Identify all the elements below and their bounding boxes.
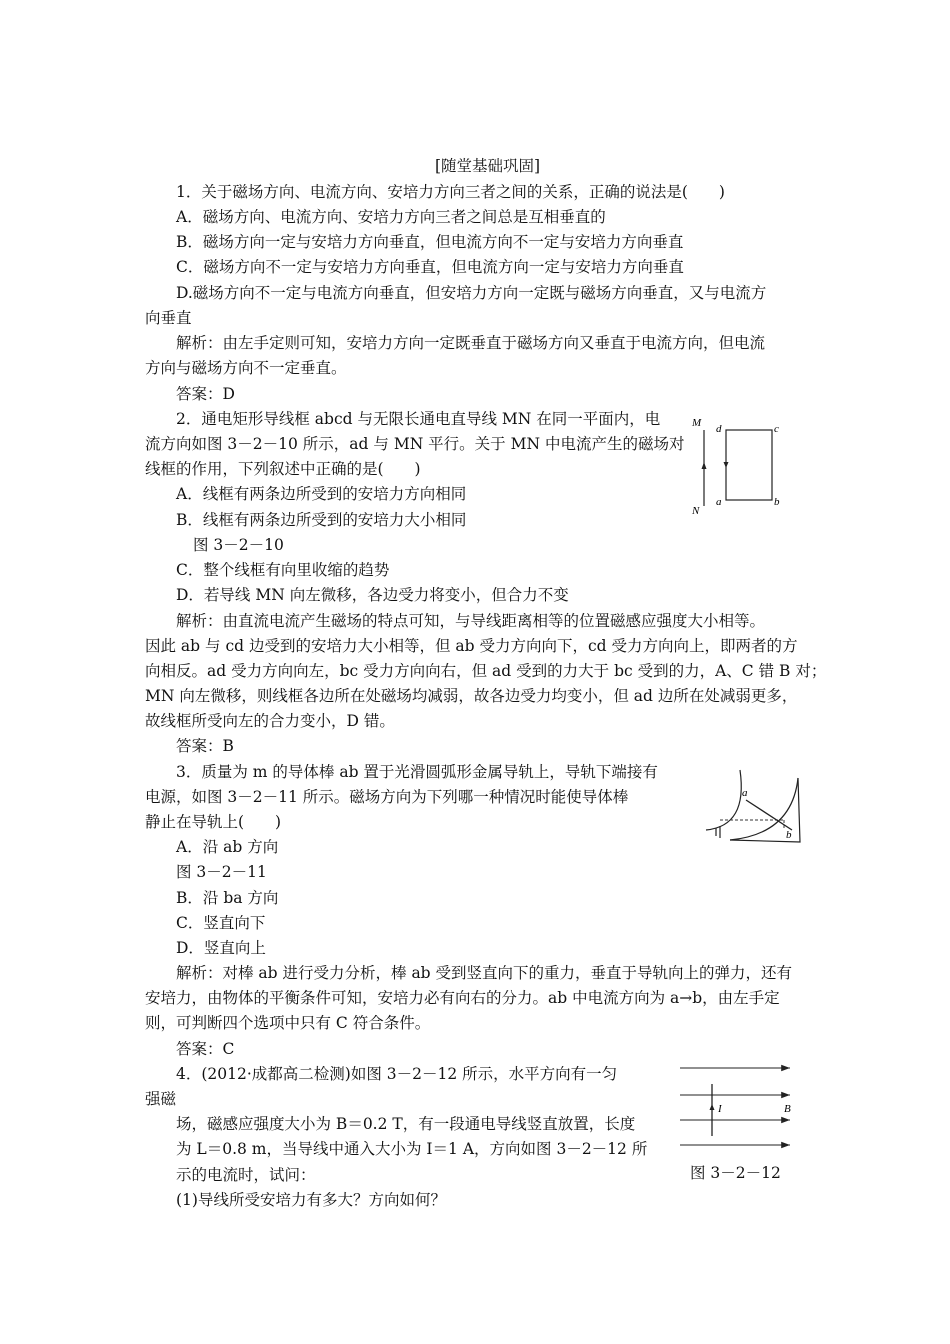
q1-solution-line2: 方向与磁场方向不一定垂直。 [145,359,347,377]
q3-option-a: A．沿 ab 方向 [176,838,279,856]
q4-stem-line2: 强磁 [145,1090,177,1108]
fig2-label-n: N [692,505,700,517]
q2-solution-line1: 解析：由直流电流产生磁场的特点可知，与导线距离相等的位置磁感应强度大小相等。 [176,612,766,630]
q3-solution-line1: 解析：对棒 ab 进行受力分析，棒 ab 受到竖直向下的重力，垂直于导轨向上的弹力，还有 [176,964,793,982]
q2-solution-line3: 向相反。ad 受力方向向左，bc 受力方向向右，但 ad 受到的力大于 bc 受到的力，A、C 错 B 对； [145,662,827,680]
q3-option-d: D．竖直向上 [176,939,266,957]
q4-stem-line1: 4．(2012·成都高二检测)如图 3－2－12 所示，水平方向有一匀 [176,1065,618,1083]
q3-solution-line2: 安培力，由物体的平衡条件可知，安培力必有向右的分力。ab 中电流方向为 a→b，由左手定 [145,989,780,1007]
q3-stem-line1: 3．质量为 m 的导体棒 ab 置于光滑圆弧形金属导轨上，导轨下端接有 [176,763,658,781]
q1-option-a: A．磁场方向、电流方向、安培力方向三者之间总是互相垂直的 [176,208,606,226]
q2-solution-line2: 因此 ab 与 cd 边受到的安培力大小相等，但 ab 受力方向向下，cd 受力方向向上，即两者的方 [145,637,798,655]
q4-stem-line3: 场，磁感应强度大小为 B＝0.2 T，有一段通电导线竖直放置，长度 [176,1115,636,1133]
q3-solution-line3: 则，可判断四个选项中只有 C 符合条件。 [145,1014,431,1032]
q3-stem-line2: 电源，如图 3－2－11 所示。磁场方向为下列哪一种情况时能使导体棒 [145,788,629,806]
q1-option-d-line2: 向垂直 [145,309,192,327]
q2-answer: 答案：B [176,737,234,755]
q1-solution-line1: 解析：由左手定则可知，安培力方向一定既垂直于磁场方向又垂直于电流方向，但电流 [176,334,766,352]
q1-stem: 1．关于磁场方向、电流方向、安培力方向三者之间的关系，正确的说法是( ) [176,183,725,201]
q2-option-b: B．线框有两条边所受到的安培力大小相同 [176,511,467,529]
q1-option-d-line1: D.磁场方向不一定与电流方向垂直，但安培力方向一定既与磁场方向垂直，又与电流方 [176,284,767,302]
q3-option-c: C．竖直向下 [176,914,266,932]
figure-3-2-11 [700,766,810,846]
fig2-label-d: d [716,423,722,435]
fig2-label-a: a [716,496,722,508]
fig2-label-c: c [774,423,779,435]
q4-figure-caption: 图 3－2－12 [690,1164,781,1182]
q4-stem-line5: 示的电流时，试问： [176,1166,316,1184]
q2-option-c: C．整个线框有向里收缩的趋势 [176,561,390,579]
q4-stem-line4: 为 L＝0.8 m，当导线中通入大小为 I＝1 A，方向如图 3－2－12 所 [176,1140,648,1158]
q2-stem-line3: 线框的作用，下列叙述中正确的是( ) [145,460,421,478]
q2-figure-caption: 图 3－2－10 [193,536,284,554]
figure-3-2-12 [678,1062,798,1154]
q2-stem-line1: 2．通电矩形导线框 abcd 与无限长通电直导线 MN 在同一平面内，电 [176,410,661,428]
q2-solution-line5: 故线框所受向左的合力变小，D 错。 [145,712,395,730]
q3-answer: 答案：C [176,1040,235,1058]
q1-option-b: B．磁场方向一定与安培力方向垂直，但电流方向不一定与安培力方向垂直 [176,233,684,251]
fig2-label-b: b [774,496,780,508]
figure-3-2-10 [688,410,798,520]
q1-option-c: C．磁场方向不一定与安培力方向垂直，但电流方向一定与安培力方向垂直 [176,258,684,276]
fig4-label-b: B [784,1103,791,1115]
q3-figure-caption: 图 3－2－11 [176,863,267,881]
q3-option-b: B．沿 ba 方向 [176,889,279,907]
fig4-label-i: I [718,1103,722,1115]
q1-answer: 答案：D [176,385,235,403]
fig2-label-m: M [692,417,702,429]
section-title: [随堂基础巩固] [435,157,541,175]
fig3-label-b: b [786,829,792,841]
fig3-label-a: a [742,787,748,799]
q2-option-a: A．线框有两条边所受到的安培力方向相同 [176,485,467,503]
q2-solution-line4: MN 向左微移，则线框各边所在处磁场均减弱，故各边受力均变小，但 ad 边所在处减弱更多， [145,687,798,705]
q2-stem-line2: 流方向如图 3－2－10 所示，ad 与 MN 平行。关于 MN 中电流产生的磁场对 [145,435,685,453]
q2-option-d: D．若导线 MN 向左微移，各边受力将变小，但合力不变 [176,586,569,604]
q4-subquestion-1: (1)导线所受安培力有多大？方向如何？ [176,1191,446,1209]
q3-stem-line3: 静止在导轨上( ) [145,813,282,831]
